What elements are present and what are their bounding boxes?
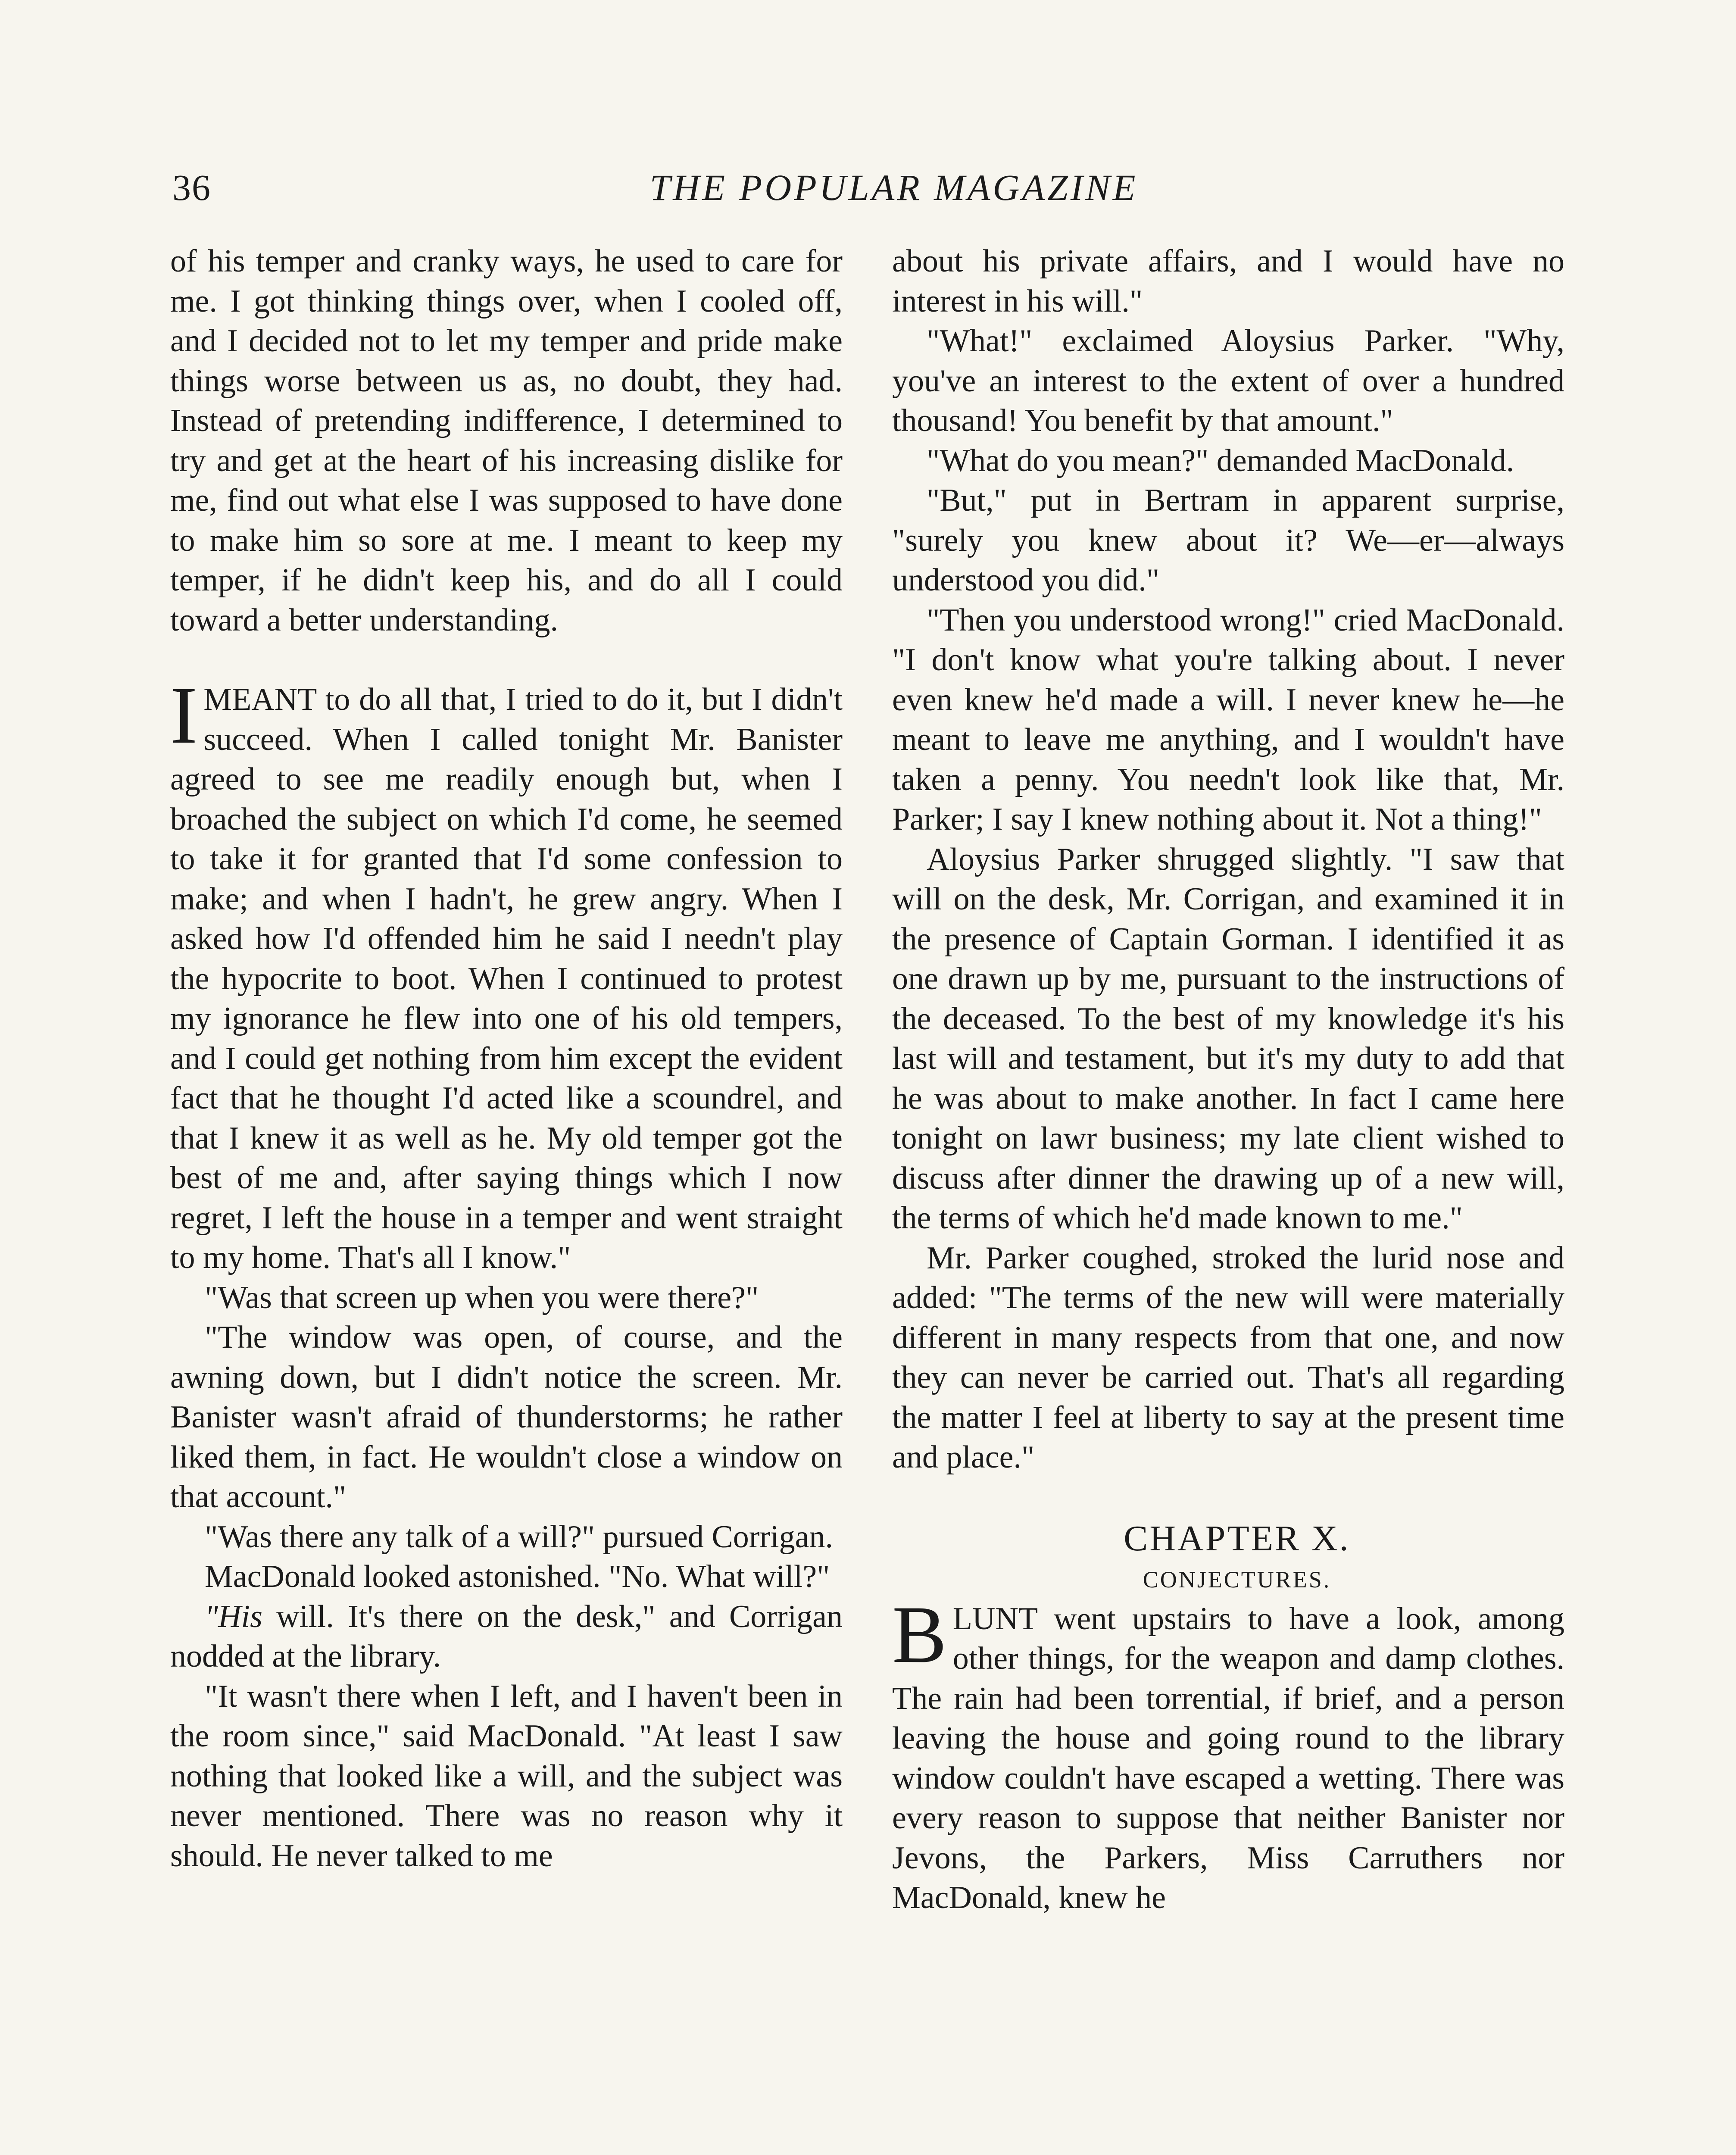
paragraph-text: will. It's there on the desk," and Corrigan nodded at the library.	[170, 1599, 843, 1674]
paragraph: about his private affairs, and I would have no interest in his will."	[892, 244, 1564, 319]
dropcap-paragraph	[892, 1589, 1564, 1918]
paragraph: "But," put in Bertram in apparent surprise, "surely you knew about it? We—er—always understood you did."	[892, 483, 1564, 598]
italic-word: "His	[205, 1599, 262, 1634]
chapter-subtitle: CONJECTURES.	[1143, 1566, 1331, 1593]
paragraph: MacDonald looked astonished. "No. What will?"	[205, 1559, 830, 1594]
dropcap-paragraph	[170, 670, 843, 1278]
left-column	[170, 241, 843, 1876]
paragraph: "Was there any talk of a will?" pursued Corrigan.	[205, 1519, 833, 1555]
paragraph-text: MEANT to do all that, I tried to do it, but I didn't succeed. When I called tonight Mr. Banister agreed to see me readily enough but, when I broached the subject on which I'd come, he seemed to take it for granted that I'd some confession to make; and when I hadn't, he grew angry. When I asked how I'd offended him he said I needn't play the hypocrite to boot. When I continued to protest my ignorance he flew into one of his old tempers, and I could get nothing from him except the evident fact that he thought I'd acted like a scoundrel, and that I knew it as well as he. My old temper got the best of me and, after saying things which I now regret, I left the house in a temper and went straight to my home. That's all I know."	[170, 682, 843, 1275]
paragraph: "The window was open, of course, and the awning down, but I didn't notice the screen. Mr. Banister wasn't afraid of thunderstorms; he rather liked them, in fact. He wouldn't close a window on that account."	[170, 1320, 843, 1515]
right-column	[892, 241, 1564, 1918]
paragraph: "Then you understood wrong!" cried MacDonald. "I don't know what you're talking about. I never even knew he'd made a will. I never knew he—he meant to leave me anything, and I wouldn't have taken a penny. You needn't look like that, Mr. Parker; I say I knew nothing about it. Not a thing!"	[892, 602, 1564, 837]
paragraph-text: LUNT went upstairs to have a look, among other things, for the weapon and damp clothes. The rain had been torrential, if brief, and a person leaving the house and going round to the library window couldn't have escaped a wetting. There was every reason to suppose that neither Banister nor Jevons, the Parkers, Miss Carruthers nor MacDonald, knew he	[892, 1601, 1564, 1915]
paragraph: "What do you mean?" demanded MacDonald.	[927, 443, 1514, 478]
drop-cap: I	[170, 670, 198, 761]
paragraph: Mr. Parker coughed, stroked the lurid nose and added: "The terms of the new will were materially different in many respects from that one, and now they can never be carried out. That's all regarding the matter I feel at liberty to say at the present time and place."	[892, 1240, 1564, 1475]
paragraph: "What!" exclaimed Aloysius Parker. "Why, you've an interest to the extent of over a hundred thousand! You benefit by that amount."	[892, 323, 1564, 438]
paragraph: of his temper and cranky ways, he used to care for me. I got thinking things over, when I cooled off, and I decided not to let my temper and pride make things worse between us as, no doubt, they had. Instead of pretending indifference, I determined to try and get at the heart of his increasing dislike for me, find out what else I was supposed to have done to make him so sore at me. I meant to keep my temper, if he didn't keep his, and do all I could toward a better understanding.	[170, 244, 843, 638]
page-number: 36	[172, 167, 211, 208]
paragraph	[170, 1597, 843, 1677]
paragraph: Aloysius Parker shrugged slightly. "I saw that will on the desk, Mr. Corrigan, and examined it in the presence of Captain Gorman. I identified it as one drawn up by me, pursuant to the instructions of the deceased. To the best of my knowledge it's his last will and testament, but it's my duty to add that he was about to make another. In fact I came here tonight on lawr business; my late client wished to discuss after dinner the drawing up of a new will, the terms of which he'd made known to me."	[892, 841, 1564, 1236]
chapter-title: CHAPTER X.	[1124, 1518, 1350, 1558]
paragraph: "Was that screen up when you were there?"	[205, 1280, 759, 1315]
drop-cap: B	[892, 1589, 947, 1680]
paragraph: "It wasn't there when I left, and I haven't been in the room since," said MacDonald. "At least I saw nothing that looked like a will, and the subject was never mentioned. There was no reason why it should. He never talked to me	[170, 1678, 843, 1874]
running-head: THE POPULAR MAGAZINE	[649, 167, 1138, 208]
